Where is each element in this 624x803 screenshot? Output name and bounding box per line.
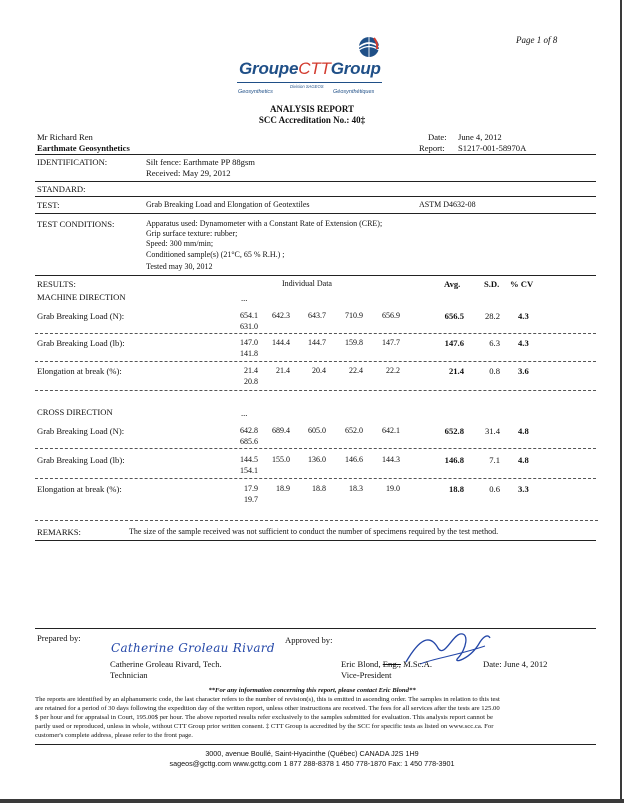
data-value: 642.1 xyxy=(382,426,400,435)
cv-header: % CV xyxy=(510,279,534,289)
company-address: 3000, avenue Boullé, Saint-Hyacinthe (Québec) CANADA J2S 1H9 xyxy=(205,749,419,758)
condition-line: Conditioned sample(s) (21°C, 65 % R.H.) ; xyxy=(146,250,285,259)
row-label: Grab Breaking Load (lb): xyxy=(37,455,125,465)
report-number: S1217-001-58970A xyxy=(458,143,527,153)
sd-value: 31.4 xyxy=(484,426,500,436)
disclaimer-line: partly used or reproduced, unless in whole, without CTT Group prior written consent. ‡ CTT Group is accredited by the SCC for specific tests as listed on www.scc.ca. For xyxy=(35,723,494,730)
sd-value: 7.1 xyxy=(489,455,500,465)
individual-data-header: Individual Data xyxy=(282,279,332,288)
test-conditions-label: TEST CONDITIONS: xyxy=(37,219,115,229)
identification-sample: Silt fence: Earthmate PP 88gsm xyxy=(146,157,255,167)
divider xyxy=(35,540,596,541)
logo-division: Division SAGEOS xyxy=(290,84,324,89)
prepared-by-label: Prepared by: xyxy=(37,633,81,643)
data-value: 20.4 xyxy=(312,366,326,375)
logo-tag-right: Géosynthétiques xyxy=(333,89,375,95)
identification-label: IDENTIFICATION: xyxy=(37,157,108,167)
approved-date: Date: June 4, 2012 xyxy=(483,659,548,669)
disclaimer-line: $ per hour and for appraisal in Court, 195.00$ per hour. The above reported results refer exclusively to the samples submitted for evaluation. This analysis report cannot be xyxy=(35,714,493,721)
data-value: 643.7 xyxy=(308,311,326,320)
data-value: 144.7 xyxy=(308,338,326,347)
data-value: 605.0 xyxy=(308,426,326,435)
prepared-title: Technician xyxy=(110,670,148,680)
divider xyxy=(35,744,596,745)
row-label: Elongation at break (%): xyxy=(37,484,122,494)
data-value: 147.7 xyxy=(382,338,400,347)
data-value: 631.0 xyxy=(240,322,258,331)
row-divider xyxy=(35,390,596,391)
cv-value: 4.3 xyxy=(518,311,529,321)
row-label: Grab Breaking Load (lb): xyxy=(37,338,125,348)
disclaimer-line: customer's complete address, please refer to the front page. xyxy=(35,732,193,739)
approved-by-label: Approved by: xyxy=(285,635,333,645)
sd-value: 0.8 xyxy=(489,366,500,376)
data-value: 652.0 xyxy=(345,426,363,435)
prepared-name: Catherine Groleau Rivard, Tech. xyxy=(110,659,222,669)
disclaimer-line: The reports are identified by an alphanumeric code, the last character refers to the number of revision(s), this is emitted in ascending order. The samples in relation to this test xyxy=(35,696,500,703)
data-value: 19.7 xyxy=(244,495,258,504)
data-value: 147.0 xyxy=(240,338,258,347)
avg-value: 146.8 xyxy=(444,455,464,465)
standard-label: STANDARD: xyxy=(37,184,86,194)
data-value: 17.9 xyxy=(244,484,258,493)
remarks-label: REMARKS: xyxy=(37,527,81,537)
identification-received: Received: May 29, 2012 xyxy=(146,168,231,178)
page-edge-bottom xyxy=(0,799,624,803)
data-value: 21.4 xyxy=(244,366,258,375)
row-divider xyxy=(35,361,596,362)
row-label: Grab Breaking Load (N): xyxy=(37,426,125,436)
condition-line: Apparatus used: Dynamometer with a Constant Rate of Extension (CRE); xyxy=(146,219,383,228)
condition-line: Tested may 30, 2012 xyxy=(146,262,213,271)
divider xyxy=(35,275,596,276)
data-value: 21.4 xyxy=(276,366,290,375)
data-value: 18.9 xyxy=(276,484,290,493)
avg-header: Avg. xyxy=(444,279,461,289)
data-value: 136.0 xyxy=(308,455,326,464)
avg-value: 656.5 xyxy=(444,311,464,321)
logo-rule xyxy=(237,82,382,83)
row-divider xyxy=(35,448,596,449)
report-title: ANALYSIS REPORT xyxy=(269,104,355,114)
approved-title: Vice-President xyxy=(341,670,392,680)
sd-value: 6.3 xyxy=(489,338,500,348)
data-value: 155.0 xyxy=(272,455,290,464)
report-label: Report: xyxy=(419,143,445,153)
logo-tag-left: Geosynthetics xyxy=(238,89,273,95)
data-value: 146.6 xyxy=(345,455,363,464)
divider xyxy=(35,213,596,214)
avg-value: 652.8 xyxy=(444,426,464,436)
row-label: Elongation at break (%): xyxy=(37,366,122,376)
data-value: 642.3 xyxy=(272,311,290,320)
data-value: 18.8 xyxy=(312,484,326,493)
data-value: 22.2 xyxy=(386,366,400,375)
machine-direction-title: MACHINE DIRECTION xyxy=(37,292,126,302)
condition-line: Grip surface texture: rubber; xyxy=(146,229,238,238)
condition-line: Speed: 300 mm/min; xyxy=(146,239,214,248)
divider xyxy=(35,181,596,182)
date-label: Date: xyxy=(428,132,447,142)
data-value: 642.8 xyxy=(240,426,258,435)
ellipsis: ... xyxy=(241,408,248,418)
row-divider xyxy=(35,478,596,479)
cv-value: 3.3 xyxy=(518,484,529,494)
data-value: 710.9 xyxy=(345,311,363,320)
data-value: 19.0 xyxy=(386,484,400,493)
divider xyxy=(35,196,596,197)
disclaimer-line: are retained for a period of 30 days following the expedition day of the written report, unless other instructions are received. The fees for all services after the tests are 125.00 xyxy=(35,705,500,712)
globe-icon xyxy=(356,35,382,59)
page-number: Page 1 of 8 xyxy=(516,35,558,45)
data-value: 144.4 xyxy=(272,338,290,347)
data-value: 685.6 xyxy=(240,437,258,446)
cv-value: 4.8 xyxy=(518,426,529,436)
test-method: ASTM D4632-08 xyxy=(419,200,476,209)
avg-value: 21.4 xyxy=(448,366,464,376)
cross-direction-title: CROSS DIRECTION xyxy=(37,407,113,417)
data-value: 144.3 xyxy=(382,455,400,464)
approved-name: Eric Blond, Eng., M.Sc.A. xyxy=(341,659,432,669)
logo-wordmark: GroupeCTTGroup xyxy=(239,59,381,78)
company-contact-line: sageos@gcttg.com www.gcttg.com 1 877 288-8378 1 450 778-1870 Fax: 1 450 778-3901 xyxy=(169,759,455,768)
data-value: 154.1 xyxy=(240,466,258,475)
date-value: June 4, 2012 xyxy=(458,132,502,142)
contact-note: **For any information concerning this report, please contact Eric Blond** xyxy=(208,687,416,694)
data-value: 689.4 xyxy=(272,426,290,435)
results-label: RESULTS: xyxy=(37,279,76,289)
data-value: 656.9 xyxy=(382,311,400,320)
accreditation-number: SCC Accreditation No.: 40‡ xyxy=(258,115,366,125)
prepared-signature: Catherine Groleau Rivard xyxy=(111,641,275,655)
data-value: 144.5 xyxy=(240,455,258,464)
avg-value: 18.8 xyxy=(448,484,464,494)
data-value: 159.8 xyxy=(345,338,363,347)
divider xyxy=(35,154,596,155)
data-value: 18.3 xyxy=(349,484,363,493)
data-value: 141.8 xyxy=(240,349,258,358)
row-label: Grab Breaking Load (N): xyxy=(37,311,125,321)
client-contact: Mr Richard Ren xyxy=(37,132,93,142)
row-divider xyxy=(35,520,598,521)
row-divider xyxy=(35,333,596,334)
divider xyxy=(35,628,596,629)
sd-header: S.D. xyxy=(484,279,500,289)
client-company: Earthmate Geosynthetics xyxy=(37,143,130,153)
cv-value: 4.3 xyxy=(518,338,529,348)
ellipsis: ... xyxy=(241,293,248,303)
data-value: 20.8 xyxy=(244,377,258,386)
data-value: 22.4 xyxy=(349,366,363,375)
avg-value: 147.6 xyxy=(444,338,464,348)
test-name: Grab Breaking Load and Elongation of Geotextiles xyxy=(146,200,310,209)
data-value: 654.1 xyxy=(240,311,258,320)
cv-value: 3.6 xyxy=(518,366,529,376)
remarks-text: The size of the sample received was not sufficient to conduct the number of specimens required by the test method. xyxy=(129,527,499,536)
sd-value: 28.2 xyxy=(484,311,500,321)
test-label: TEST: xyxy=(37,200,60,210)
sd-value: 0.6 xyxy=(489,484,500,494)
cv-value: 4.8 xyxy=(518,455,529,465)
